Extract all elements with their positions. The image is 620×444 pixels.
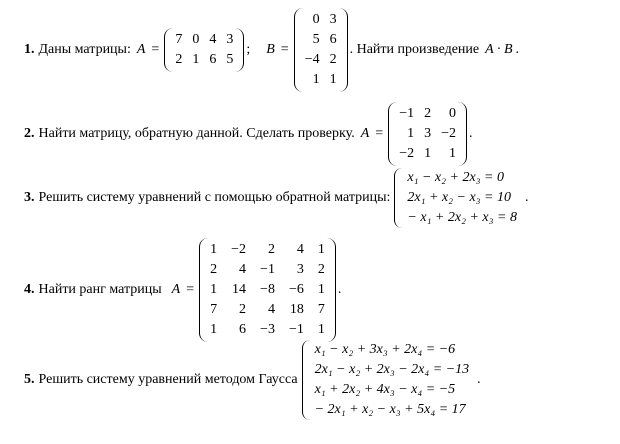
matrix-cell: 1 (312, 72, 320, 87)
system-lines (407, 168, 517, 228)
equals-sign: = (186, 282, 195, 297)
task-text-2: . Найти произведение (349, 42, 480, 57)
task-3 (24, 168, 528, 228)
equation-line: x₁ − x₂ + 2x₃ = 0 (407, 170, 504, 185)
matrix-cell: 3 (424, 126, 432, 141)
matrix-cell: 0 (192, 32, 200, 47)
matrix-cell: 1 (317, 282, 325, 297)
equals-sign: = (151, 42, 160, 57)
matrix-cell: −8 (260, 282, 275, 297)
system-lines (315, 340, 470, 420)
equation-line: x₁ + 2x₂ + 4x₃ − x₄ = −5 (314, 382, 456, 397)
matrix-cell: −2 (399, 146, 415, 161)
task-number: 1. (24, 42, 35, 57)
task-text: Найти матрицу, обратную данной. Сделать проверку. (38, 126, 355, 141)
left-paren (294, 8, 303, 92)
task-number: 5. (24, 372, 35, 387)
matrix-cell: −2 (231, 242, 247, 257)
end-period: . (477, 372, 481, 387)
task-5 (24, 340, 481, 420)
equation-line: 2x₁ + x₂ − x₃ = 10 (407, 190, 511, 205)
matrix-cell: −2 (441, 126, 457, 141)
right-paren (339, 8, 348, 92)
matrix-a (199, 238, 336, 342)
matrix-cell: −3 (260, 322, 275, 337)
task-text: Даны матрицы: (38, 42, 131, 57)
matrix-cell: 1 (407, 126, 415, 141)
matrix-cell: 6 (329, 32, 337, 47)
matrix-cell: −6 (288, 282, 304, 297)
matrix-a (164, 28, 244, 72)
separator: ; (246, 42, 251, 57)
matrix-cell: 4 (267, 302, 275, 317)
equals-sign: = (375, 126, 384, 141)
matrix-cell: 3 (296, 262, 304, 277)
task-number: 2. (24, 126, 35, 141)
matrix-label: A (171, 282, 181, 297)
right-paren (458, 102, 467, 166)
matrix-cell: −4 (304, 52, 320, 67)
matrix-cell: 2 (424, 106, 432, 121)
matrix-cell: 7 (210, 302, 218, 317)
equation-line: − x₁ + 2x₂ + x₃ = 8 (407, 210, 517, 225)
matrix-grid (208, 238, 327, 342)
task-number: 4. (24, 282, 35, 297)
matrix-cell: 2 (329, 52, 337, 67)
matrix-cell: 0 (449, 106, 457, 121)
matrix-cell: 2 (239, 302, 247, 317)
matrix-cell: 2 (175, 52, 183, 67)
task-2 (24, 102, 473, 166)
end-period: . (469, 126, 473, 141)
equation-line: − 2x₁ + x₂ − x₃ + 5x₄ = 17 (314, 402, 466, 417)
matrix-cell: 2 (267, 242, 275, 257)
equation-system (302, 340, 470, 420)
task-text: Решить систему уравнений с помощью обратной матрицы: (38, 190, 391, 205)
matrix-cell: 2 (317, 262, 325, 277)
matrix-cell: 3 (329, 12, 337, 27)
matrix-grid (397, 102, 458, 166)
left-brace (394, 168, 403, 228)
matrix-label: A (360, 126, 370, 141)
task-4 (24, 238, 341, 342)
matrix-cell: 3 (226, 32, 234, 47)
matrix-cell: 2 (210, 262, 218, 277)
matrix-cell: 4 (239, 262, 247, 277)
matrix-cell: −1 (288, 322, 304, 337)
matrix-cell: 4 (209, 32, 217, 47)
matrix-cell: 4 (296, 242, 304, 257)
matrix-cell: 1 (210, 282, 218, 297)
matrix-cell: 7 (175, 32, 183, 47)
left-brace (302, 340, 311, 420)
matrix-cell: 1 (192, 52, 200, 67)
equation-line: x₁ − x₂ + 3x₃ + 2x₄ = −6 (314, 342, 456, 357)
matrix-cell: 1 (210, 242, 218, 257)
matrix-cell: 7 (317, 302, 325, 317)
left-paren (388, 102, 397, 166)
matrix-b (294, 8, 348, 92)
matrix-cell: −1 (399, 106, 415, 121)
matrix-cell: 1 (317, 242, 325, 257)
task-text: Решить систему уравнений методом Гаусса (38, 372, 298, 387)
matrix-cell: 1 (329, 72, 337, 87)
matrix-label: A (136, 42, 146, 57)
matrix-cell: 18 (289, 302, 304, 317)
equals-sign: = (280, 42, 289, 57)
matrix-cell: 1 (210, 322, 218, 337)
matrix-grid (303, 8, 339, 92)
equation-system (394, 168, 517, 228)
matrix-cell: 6 (239, 322, 247, 337)
matrix-cell: −1 (260, 262, 275, 277)
matrix-cell: 5 (226, 52, 234, 67)
matrix-cell: 0 (312, 12, 320, 27)
end-period: . (337, 282, 342, 297)
matrix-cell: 5 (312, 32, 320, 47)
task-1 (24, 8, 519, 92)
matrix-cell: 1 (424, 146, 432, 161)
equation-line: 2x₁ − x₂ + 2x₃ − 2x₄ = −13 (314, 362, 470, 377)
right-paren (235, 28, 244, 72)
matrix-cell: 1 (449, 146, 457, 161)
matrix-cell: 1 (317, 322, 325, 337)
end-period: . (524, 190, 529, 205)
left-paren (199, 238, 208, 342)
product-expression: A · B (485, 42, 513, 57)
matrix-cell: 14 (232, 282, 247, 297)
matrix-a (388, 102, 467, 166)
right-paren (327, 238, 336, 342)
end-period: . (515, 42, 519, 57)
task-text: Найти ранг матрицы (38, 282, 162, 297)
matrix-cell: 6 (209, 52, 217, 67)
matrix-label: B (266, 42, 275, 57)
matrix-grid (173, 28, 235, 72)
task-number: 3. (24, 190, 35, 205)
left-paren (164, 28, 173, 72)
